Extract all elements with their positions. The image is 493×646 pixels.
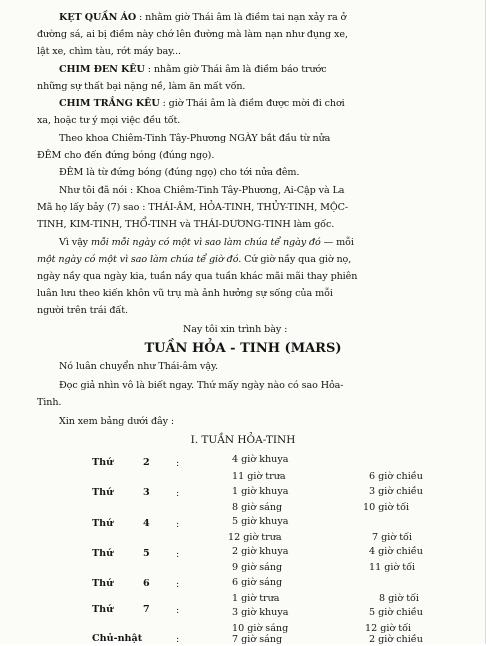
table-day: Thứ [92, 457, 114, 468]
text-line: ĐÊM cho đến đứng bóng (đúng ngọ). [37, 150, 215, 161]
text-run: Cứ giờ nầy qua giờ nọ, [241, 254, 352, 265]
table-cell: 5 giờ khuya [232, 516, 289, 527]
table-separator: : [176, 488, 180, 499]
text-line: ĐÊM là từ đứng bóng (đúng ngọ) cho tới nửa đêm. [59, 167, 300, 178]
table-day-number: 2 [143, 457, 150, 468]
text-line: người trên trái đất. [37, 305, 128, 316]
table-cell: 4 giờ chiều [369, 546, 423, 557]
table-cell: 6 giờ sáng [232, 577, 283, 588]
table-cell: 1 giờ khuya [232, 486, 289, 497]
text-run: Vì vậy [59, 237, 91, 248]
table-cell: 5 giờ chiều [369, 607, 423, 618]
text-line: xa, hoặc tư ý mọi việc đều tốt. [37, 115, 181, 126]
table-day-number: 3 [143, 487, 150, 498]
table-separator: : [176, 579, 180, 590]
italic-text-run: một ngày có một vì sao làm chúa tể giờ đó. [37, 254, 242, 265]
text-line: những sự thất bại nặng nề, làm ăn mất vốn. [37, 81, 246, 92]
table-separator: : [176, 634, 180, 645]
table-cell: 2 giờ khuya [232, 546, 289, 557]
paragraph-chim-den-keu [59, 64, 327, 76]
text-line: : giờ Thái âm là điềm được mời đi chơi [159, 98, 345, 109]
table-cell: 3 giờ khuya [232, 607, 289, 618]
table-cell: 3 giờ chiều [369, 486, 423, 497]
table-cell: 9 giờ sáng [232, 562, 283, 573]
text-line: Nó luân chuyển như Thái-âm vậy. [59, 361, 218, 372]
table-cell: 10 giờ tối [363, 502, 410, 513]
paragraph-vi-vay [59, 237, 354, 249]
table-cell: 4 giờ khuya [232, 454, 289, 465]
table-cell: 10 giờ sáng [232, 623, 289, 634]
table-day: Thứ [92, 518, 114, 529]
table-cell: 12 giờ trưa [228, 532, 282, 543]
term-chim-trang-keu: CHIM TRẮNG KÊU [59, 98, 160, 109]
table-separator: : [176, 549, 180, 560]
text-line: : nhằm giờ Thái âm là điềm tai nạn xảy ra ở [136, 12, 347, 23]
italic-text-run: mỗi mỗi ngày có một vì sao làm chúa tể ngày đó [90, 237, 321, 248]
text-line: Đọc giả nhìn vô là biết ngay. Thứ mấy ngày nào có sao Hỏa- [59, 380, 344, 391]
table-day-number: 5 [143, 548, 150, 559]
table-day-number: 7 [143, 604, 150, 615]
table-cell: 1 giờ trưa [232, 593, 280, 604]
table-cell: 7 giờ tối [372, 532, 412, 543]
table-cell: 8 giờ sáng [232, 502, 283, 513]
text-line: đường sá, ai bị điềm này chớ lên đường mà làm nạn như đụng xe, [37, 29, 348, 40]
table-cell: 6 giờ chiều [369, 471, 423, 482]
table-day: Thứ [92, 578, 114, 589]
table-day: Thứ [92, 604, 114, 615]
table-separator: : [176, 605, 180, 616]
table-cell: 11 giờ trưa [232, 471, 286, 482]
paragraph-ket-quan-ao [59, 12, 346, 24]
page-edge [485, 0, 493, 644]
table-cell: 2 giờ chiều [369, 634, 423, 645]
table-cell: 11 giờ tối [369, 562, 416, 573]
text-line: : nhằm giờ Thái âm là điềm báo trước [144, 64, 327, 75]
table-day: Thứ [92, 548, 114, 559]
table-day: Thứ [92, 487, 114, 498]
text-line: Theo khoa Chiêm-Tinh Tây-Phương NGÀY bắt đầu từ nửa [59, 133, 331, 144]
text-line: luân lưu theo kiến khôn vũ trụ mà ảnh hưởng sự sống của mỗi [37, 288, 333, 299]
table-separator: : [176, 519, 180, 530]
table-cell: 8 giờ tối [379, 593, 419, 604]
table-title: I. TUẦN HỎA-TINH [190, 434, 296, 446]
section-heading: TUẦN HỎA - TINH (MARS) [144, 341, 342, 356]
table-separator: : [176, 458, 180, 469]
text-line: Tinh. [37, 397, 62, 408]
text-run: — mỗi [320, 237, 354, 248]
intro-line: Nay tôi xin trình bày : [183, 324, 288, 335]
text-line: Như tôi đã nói : Khoa Chiêm-Tinh Tây-Phương, Ai-Cập và La [59, 185, 345, 196]
text-line [37, 254, 351, 266]
table-day-number: 6 [143, 578, 150, 589]
table-cell: 12 giờ tối [365, 623, 412, 634]
term-ket-quan-ao: KẸT QUẦN ÁO [59, 12, 137, 23]
text-line: Mã họ lấy bảy (7) sao : THÁI-ÂM, HỎA-TINH, THỦY-TINH, MỘC- [37, 202, 348, 213]
table-day-number: 4 [143, 518, 150, 529]
text-line: ngày nầy qua ngày kia, tuần nầy qua tuần khác mãi mãi thay phiên [37, 271, 358, 282]
paragraph-chim-trang-keu [59, 98, 345, 110]
text-line: TINH, KIM-TINH, THỔ-TINH và THÁI-DƯƠNG-TINH làm gốc. [37, 219, 335, 230]
table-cell: 7 giờ sáng [232, 634, 283, 645]
table-day: Chủ-nhật [92, 633, 143, 644]
text-line: Xin xem bảng dưới đây : [59, 416, 175, 427]
term-chim-den-keu: CHIM ĐEN KÊU [59, 64, 145, 75]
text-line: lật xe, chìm tàu, rớt máy bay... [37, 46, 182, 57]
